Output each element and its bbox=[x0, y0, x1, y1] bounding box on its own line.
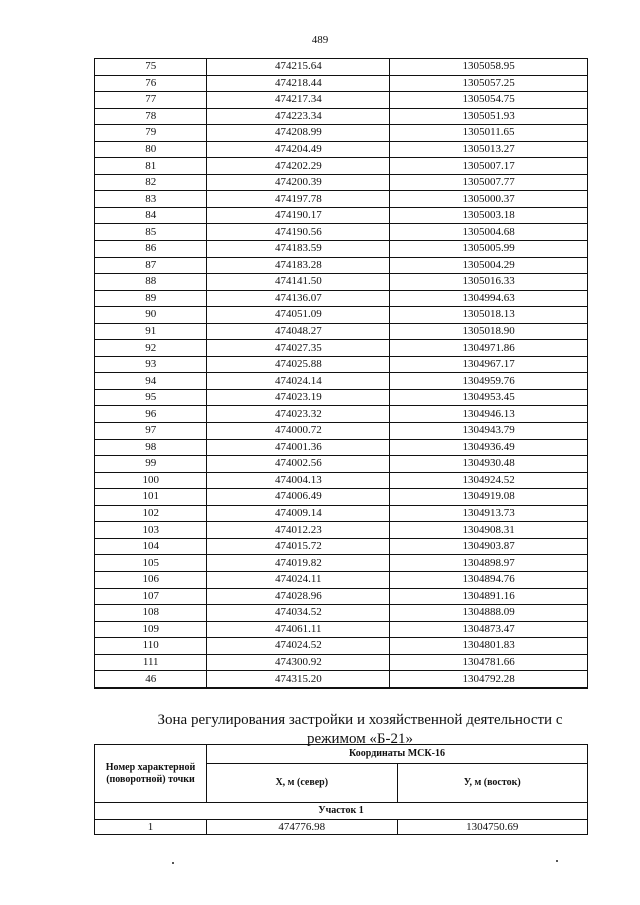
point-number-cell: 83 bbox=[95, 191, 207, 208]
x-coordinate-cell: 474190.17 bbox=[207, 207, 390, 224]
x-coordinate-cell: 474200.39 bbox=[207, 174, 390, 191]
y-coordinate-cell: 1304873.47 bbox=[390, 621, 588, 638]
x-coordinate-cell: 474197.78 bbox=[207, 191, 390, 208]
x-coordinate-cell: 474183.59 bbox=[207, 241, 390, 258]
y-coordinate-cell: 1304953.45 bbox=[390, 389, 588, 406]
x-coordinate-cell: 474023.32 bbox=[207, 406, 390, 423]
y-coordinate-cell: 1305058.95 bbox=[390, 59, 588, 76]
header-point-number: Номер характерной (поворотной) точки bbox=[95, 745, 207, 803]
table-row bbox=[95, 456, 588, 473]
y-coordinate-cell: 1304888.09 bbox=[390, 605, 588, 622]
point-number-cell: 109 bbox=[95, 621, 207, 638]
table-row bbox=[95, 588, 588, 605]
point-number-cell: 108 bbox=[95, 605, 207, 622]
table-row bbox=[95, 389, 588, 406]
table-row bbox=[95, 59, 588, 76]
point-number-cell: 111 bbox=[95, 654, 207, 671]
table-row bbox=[95, 141, 588, 158]
x-coordinate-cell: 474004.13 bbox=[207, 472, 390, 489]
scan-speck bbox=[172, 862, 174, 864]
coordinates-table-body bbox=[95, 59, 588, 688]
x-coordinate-cell: 474776.98 bbox=[207, 820, 398, 835]
point-number-cell: 97 bbox=[95, 423, 207, 440]
point-number-cell: 107 bbox=[95, 588, 207, 605]
point-number-cell: 106 bbox=[95, 571, 207, 588]
x-coordinate-cell: 474061.11 bbox=[207, 621, 390, 638]
table-row bbox=[95, 323, 588, 340]
point-number-cell: 78 bbox=[95, 108, 207, 125]
y-coordinate-cell: 1304801.83 bbox=[390, 638, 588, 655]
y-coordinate-cell: 1304943.79 bbox=[390, 423, 588, 440]
point-number-cell: 77 bbox=[95, 92, 207, 109]
x-coordinate-cell: 474204.49 bbox=[207, 141, 390, 158]
y-coordinate-cell: 1304792.28 bbox=[390, 671, 588, 688]
point-number-cell: 91 bbox=[95, 323, 207, 340]
point-number-cell: 79 bbox=[95, 125, 207, 142]
point-number-cell: 94 bbox=[95, 373, 207, 390]
header-y-east: У, м (восток) bbox=[397, 764, 588, 803]
x-coordinate-cell: 474002.56 bbox=[207, 456, 390, 473]
y-coordinate-cell: 1305004.29 bbox=[390, 257, 588, 274]
x-coordinate-cell: 474315.20 bbox=[207, 671, 390, 688]
table-row bbox=[95, 340, 588, 357]
x-coordinate-cell: 474006.49 bbox=[207, 489, 390, 506]
table-row bbox=[95, 538, 588, 555]
point-number-cell: 105 bbox=[95, 555, 207, 572]
x-coordinate-cell: 474190.56 bbox=[207, 224, 390, 241]
table-row bbox=[95, 207, 588, 224]
point-number-cell: 102 bbox=[95, 505, 207, 522]
y-coordinate-cell: 1305005.99 bbox=[390, 241, 588, 258]
point-number-cell: 104 bbox=[95, 538, 207, 555]
y-coordinate-cell: 1304891.16 bbox=[390, 588, 588, 605]
x-coordinate-cell: 474028.96 bbox=[207, 588, 390, 605]
point-number-cell: 95 bbox=[95, 389, 207, 406]
y-coordinate-cell: 1304898.97 bbox=[390, 555, 588, 572]
table-row bbox=[95, 522, 588, 539]
x-coordinate-cell: 474009.14 bbox=[207, 505, 390, 522]
table-row bbox=[95, 274, 588, 291]
point-number-cell: 103 bbox=[95, 522, 207, 539]
table-row bbox=[95, 638, 588, 655]
point-number-cell: 89 bbox=[95, 290, 207, 307]
table-row bbox=[95, 108, 588, 125]
x-coordinate-cell: 474217.34 bbox=[207, 92, 390, 109]
x-coordinate-cell: 474051.09 bbox=[207, 307, 390, 324]
y-coordinate-cell: 1304946.13 bbox=[390, 406, 588, 423]
y-coordinate-cell: 1305018.90 bbox=[390, 323, 588, 340]
x-coordinate-cell: 474012.23 bbox=[207, 522, 390, 539]
point-number-cell: 86 bbox=[95, 241, 207, 258]
y-coordinate-cell: 1305054.75 bbox=[390, 92, 588, 109]
point-number-cell: 101 bbox=[95, 489, 207, 506]
scan-speck bbox=[556, 860, 558, 862]
table-row bbox=[95, 571, 588, 588]
point-number-cell: 1 bbox=[95, 820, 207, 835]
table-row bbox=[95, 406, 588, 423]
table-row bbox=[95, 555, 588, 572]
section-label: Участок 1 bbox=[95, 803, 588, 820]
table-row bbox=[95, 472, 588, 489]
y-coordinate-cell: 1305004.68 bbox=[390, 224, 588, 241]
point-number-cell: 76 bbox=[95, 75, 207, 92]
header-x-north: Х, м (север) bbox=[207, 764, 398, 803]
point-number-cell: 90 bbox=[95, 307, 207, 324]
zone-table-body bbox=[95, 803, 588, 835]
x-coordinate-cell: 474215.64 bbox=[207, 59, 390, 76]
table-row bbox=[95, 158, 588, 175]
y-coordinate-cell: 1304894.76 bbox=[390, 571, 588, 588]
x-coordinate-cell: 474208.99 bbox=[207, 125, 390, 142]
table-row bbox=[95, 423, 588, 440]
x-coordinate-cell: 474000.72 bbox=[207, 423, 390, 440]
table-row bbox=[95, 439, 588, 456]
table-row bbox=[95, 654, 588, 671]
table-row bbox=[95, 257, 588, 274]
y-coordinate-cell: 1304930.48 bbox=[390, 456, 588, 473]
point-number-cell: 80 bbox=[95, 141, 207, 158]
coordinates-table bbox=[94, 58, 588, 689]
x-coordinate-cell: 474024.52 bbox=[207, 638, 390, 655]
table-row bbox=[95, 505, 588, 522]
zone-coordinates-table bbox=[94, 744, 588, 835]
y-coordinate-cell: 1304959.76 bbox=[390, 373, 588, 390]
y-coordinate-cell: 1305011.65 bbox=[390, 125, 588, 142]
point-number-cell: 110 bbox=[95, 638, 207, 655]
point-number-cell: 46 bbox=[95, 671, 207, 688]
zone-section-title: Зона регулирования застройки и хозяйственной деятельности с режимом «Б-21» bbox=[157, 712, 563, 747]
point-number-cell: 93 bbox=[95, 356, 207, 373]
section-row bbox=[95, 803, 588, 820]
point-number-cell: 88 bbox=[95, 274, 207, 291]
table-row bbox=[95, 290, 588, 307]
table-row bbox=[95, 605, 588, 622]
y-coordinate-cell: 1304913.73 bbox=[390, 505, 588, 522]
x-coordinate-cell: 474024.11 bbox=[207, 571, 390, 588]
y-coordinate-cell: 1305000.37 bbox=[390, 191, 588, 208]
y-coordinate-cell: 1305016.33 bbox=[390, 274, 588, 291]
y-coordinate-cell: 1305013.27 bbox=[390, 141, 588, 158]
table-row bbox=[95, 373, 588, 390]
x-coordinate-cell: 474001.36 bbox=[207, 439, 390, 456]
x-coordinate-cell: 474136.07 bbox=[207, 290, 390, 307]
table-row bbox=[95, 307, 588, 324]
y-coordinate-cell: 1305018.13 bbox=[390, 307, 588, 324]
y-coordinate-cell: 1304924.52 bbox=[390, 472, 588, 489]
table-row bbox=[95, 489, 588, 506]
x-coordinate-cell: 474015.72 bbox=[207, 538, 390, 555]
header-coordinates: Координаты МСК-16 bbox=[207, 745, 588, 764]
y-coordinate-cell: 1304967.17 bbox=[390, 356, 588, 373]
point-number-cell: 81 bbox=[95, 158, 207, 175]
table-row bbox=[95, 125, 588, 142]
point-number-cell: 87 bbox=[95, 257, 207, 274]
table-row bbox=[95, 671, 588, 688]
point-number-cell: 99 bbox=[95, 456, 207, 473]
y-coordinate-cell: 1305007.17 bbox=[390, 158, 588, 175]
y-coordinate-cell: 1304908.31 bbox=[390, 522, 588, 539]
table-row bbox=[95, 356, 588, 373]
zone-table-header bbox=[95, 745, 588, 803]
point-number-cell: 92 bbox=[95, 340, 207, 357]
x-coordinate-cell: 474025.88 bbox=[207, 356, 390, 373]
x-coordinate-cell: 474023.19 bbox=[207, 389, 390, 406]
x-coordinate-cell: 474034.52 bbox=[207, 605, 390, 622]
page-number: 489 bbox=[311, 34, 329, 46]
x-coordinate-cell: 474300.92 bbox=[207, 654, 390, 671]
table-row bbox=[95, 820, 588, 835]
x-coordinate-cell: 474183.28 bbox=[207, 257, 390, 274]
y-coordinate-cell: 1304750.69 bbox=[397, 820, 588, 835]
point-number-cell: 85 bbox=[95, 224, 207, 241]
x-coordinate-cell: 474019.82 bbox=[207, 555, 390, 572]
point-number-cell: 75 bbox=[95, 59, 207, 76]
y-coordinate-cell: 1305051.93 bbox=[390, 108, 588, 125]
x-coordinate-cell: 474141.50 bbox=[207, 274, 390, 291]
x-coordinate-cell: 474218.44 bbox=[207, 75, 390, 92]
point-number-cell: 96 bbox=[95, 406, 207, 423]
y-coordinate-cell: 1305007.77 bbox=[390, 174, 588, 191]
x-coordinate-cell: 474024.14 bbox=[207, 373, 390, 390]
y-coordinate-cell: 1305057.25 bbox=[390, 75, 588, 92]
x-coordinate-cell: 474048.27 bbox=[207, 323, 390, 340]
y-coordinate-cell: 1304971.86 bbox=[390, 340, 588, 357]
y-coordinate-cell: 1304994.63 bbox=[390, 290, 588, 307]
table-row bbox=[95, 174, 588, 191]
x-coordinate-cell: 474202.29 bbox=[207, 158, 390, 175]
table-row bbox=[95, 241, 588, 258]
table-row bbox=[95, 75, 588, 92]
point-number-cell: 84 bbox=[95, 207, 207, 224]
y-coordinate-cell: 1304919.08 bbox=[390, 489, 588, 506]
x-coordinate-cell: 474223.34 bbox=[207, 108, 390, 125]
point-number-cell: 98 bbox=[95, 439, 207, 456]
point-number-cell: 100 bbox=[95, 472, 207, 489]
table-row bbox=[95, 191, 588, 208]
y-coordinate-cell: 1304936.49 bbox=[390, 439, 588, 456]
y-coordinate-cell: 1304781.66 bbox=[390, 654, 588, 671]
y-coordinate-cell: 1304903.87 bbox=[390, 538, 588, 555]
table-row bbox=[95, 92, 588, 109]
x-coordinate-cell: 474027.35 bbox=[207, 340, 390, 357]
y-coordinate-cell: 1305003.18 bbox=[390, 207, 588, 224]
point-number-cell: 82 bbox=[95, 174, 207, 191]
table-row bbox=[95, 224, 588, 241]
table-row bbox=[95, 621, 588, 638]
zone-header-row-top bbox=[95, 745, 588, 764]
